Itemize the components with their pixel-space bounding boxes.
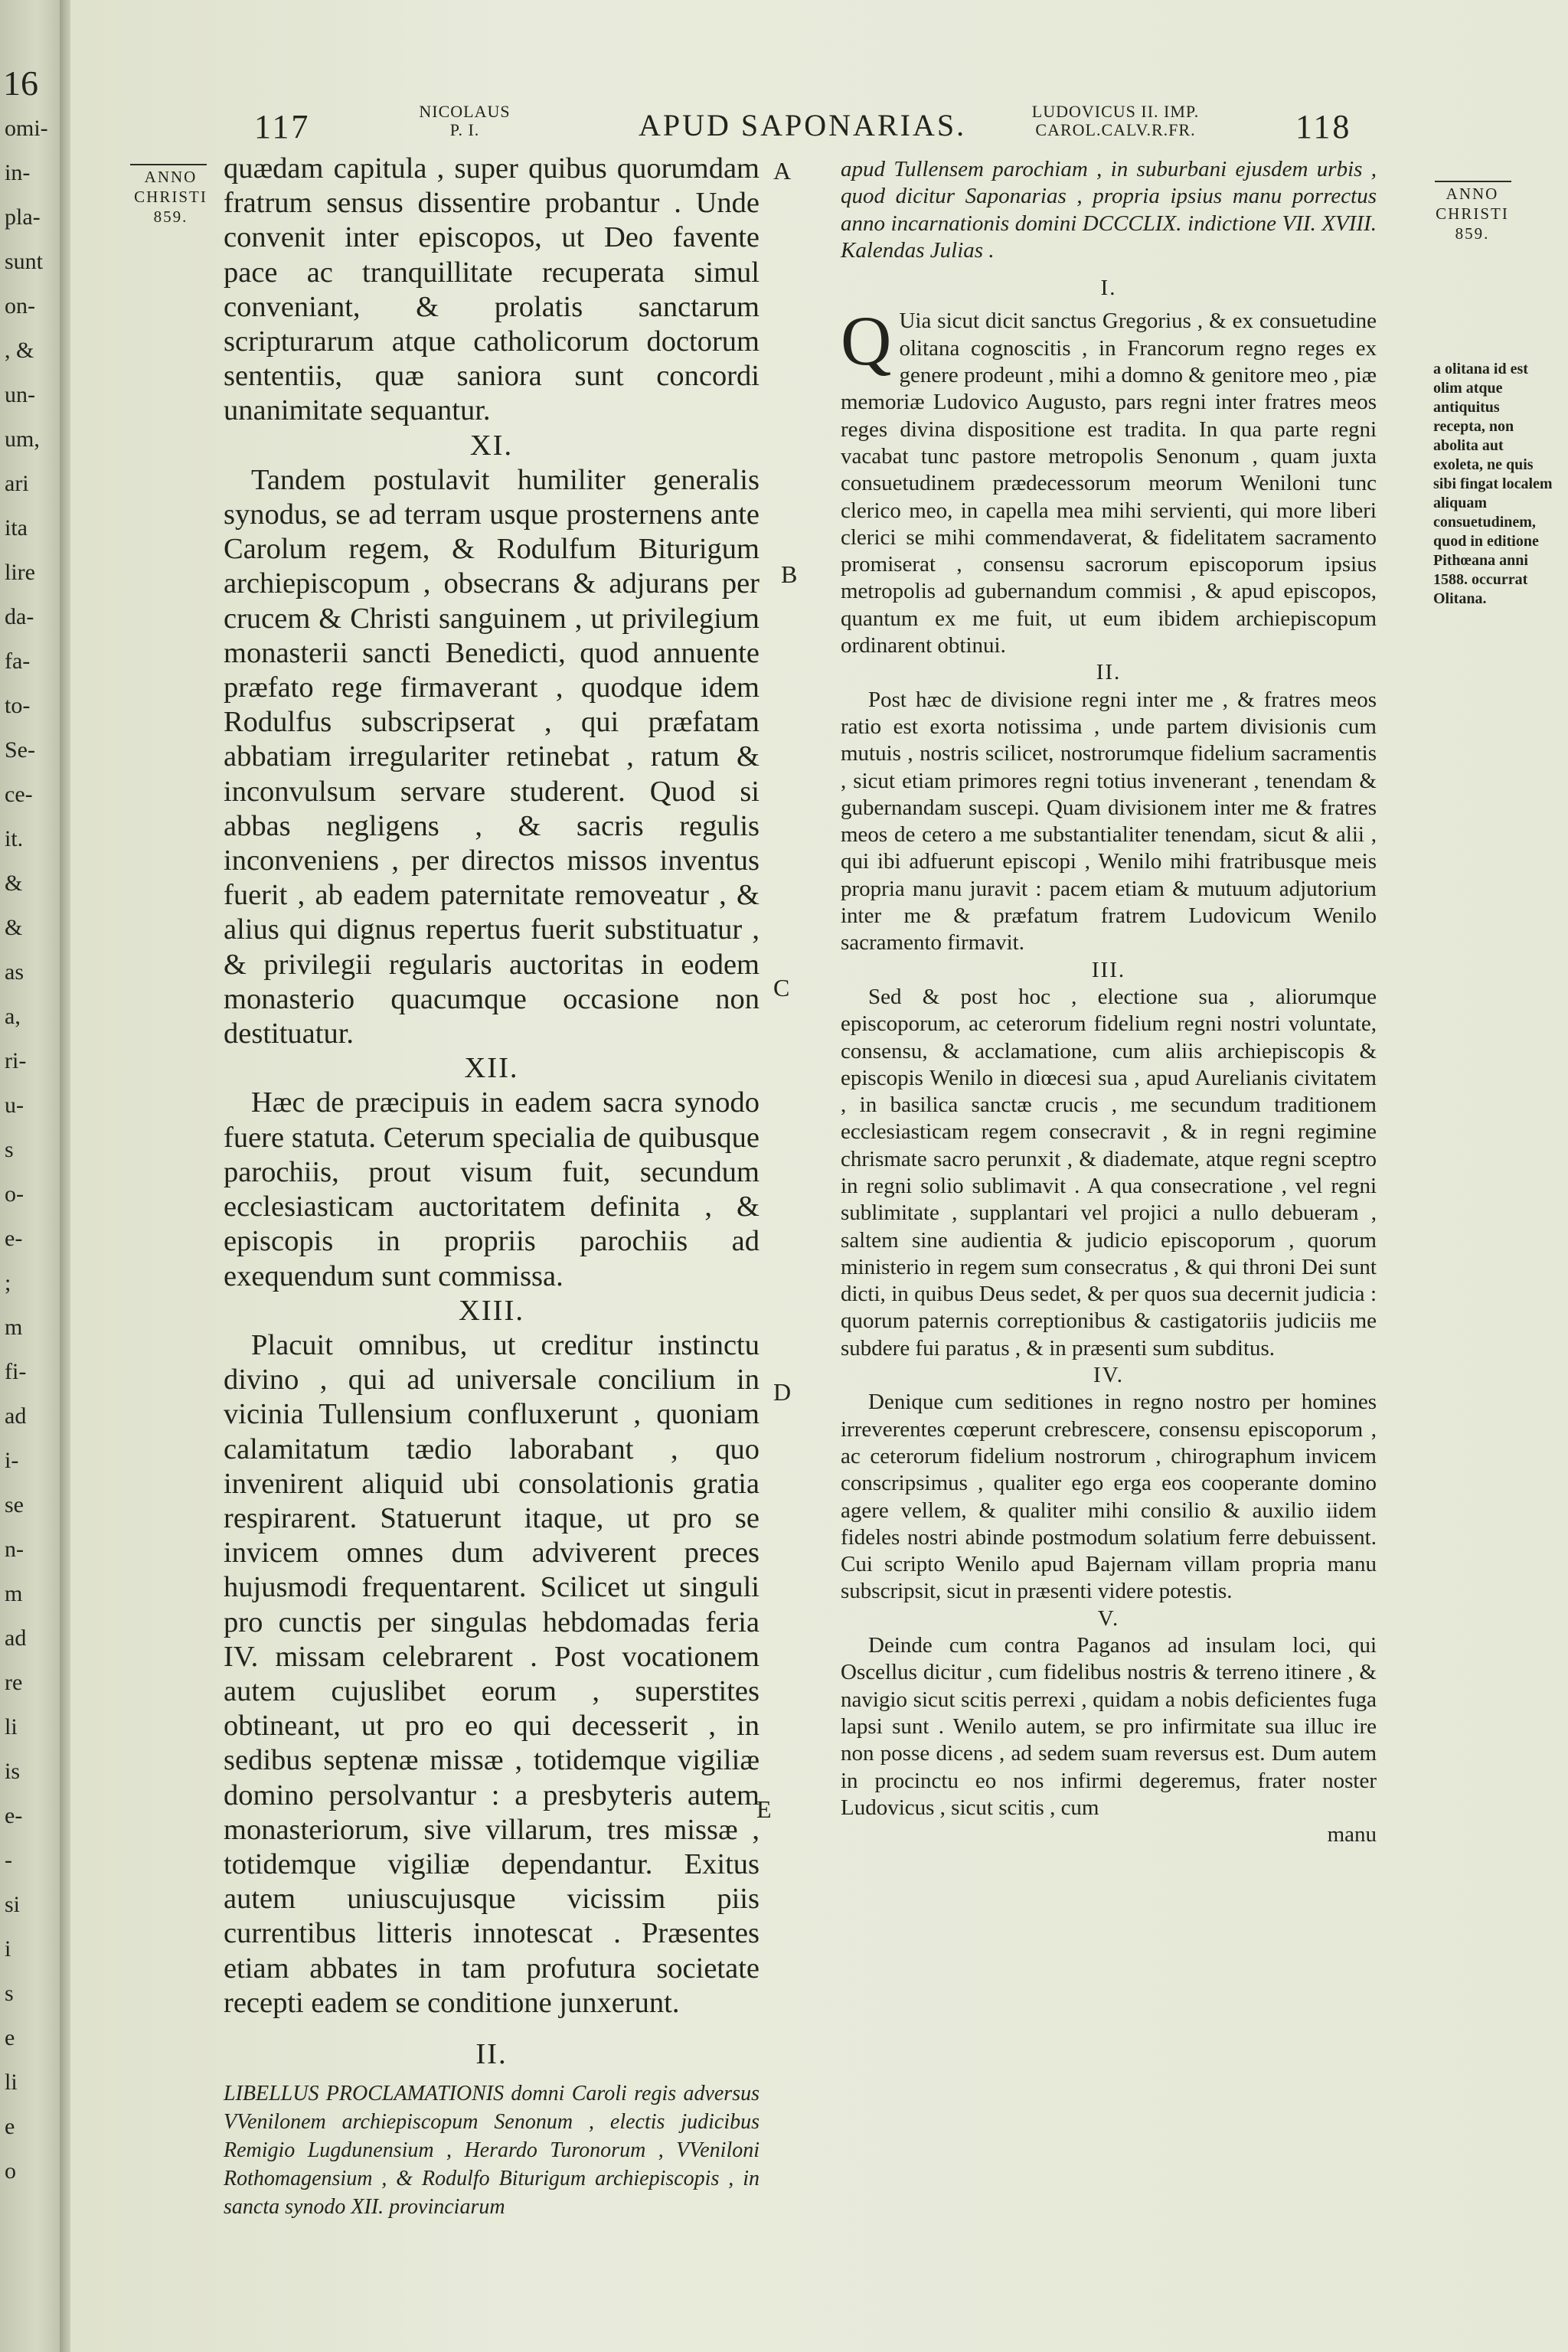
- previous-page-fragment: &: [5, 915, 23, 940]
- heading-xi: XI.: [469, 429, 514, 462]
- left-column: [224, 152, 760, 2221]
- right-page-number: 118: [1295, 108, 1352, 145]
- previous-page-fragment: it.: [5, 826, 24, 851]
- book-gutter: [60, 0, 70, 2352]
- previous-page-fragment: fa-: [5, 648, 31, 674]
- previous-page-fragment: e: [5, 2114, 15, 2139]
- previous-page-edge: [0, 0, 61, 2352]
- previous-page-fragment: o-: [5, 1181, 24, 1207]
- heading-ii: II.: [475, 2037, 508, 2070]
- paragraph-ii: Post hæc de divisione regni inter me , & fratres meos ratio est exorta notissima , unde partem divisionis cum mutuis , nostris scilicet, nostrorumque fidelium sacramentis , sicut etiam primores regni totius invenerant , tenendam & gubernandam suscepi. Quam divisionem inter me & fratres meos de cetero a me substantialiter tenendam, sicut & alii , qui ibi adfuerunt episcopi , Wenilo mihi fratribusque meis propria manu juravit : pacem etiam & mutuum adjutorium inter me & præfatum fratrem Ludovicum Wenilo sacramento firmavit.: [841, 687, 1377, 956]
- previous-page-fragment: um,: [5, 426, 40, 452]
- previous-page-fragment: to-: [5, 693, 31, 718]
- previous-page-fragment: un-: [5, 382, 35, 407]
- paragraph-iv: Denique cum seditiones in regno nostro per homines irreverentes cœperunt crebrescere, consensu episcoporum , ac ceterorum fidelium nostrorum , chirographum invicem conscripsimus , qualiter ego erga eos cooperante domino agere vellem, & qualiter mihi consilio & auxilio iidem fideles nostri abinde postmodum solatium ferre debuissent. Cui scripto Wenilo apud Bajernam villam propria manu subscripsit, sicut in præsenti videre potestis.: [841, 1390, 1377, 1604]
- previous-page-fragment: ad: [5, 1625, 27, 1651]
- previous-page-fragment: fi-: [5, 1359, 27, 1384]
- previous-page-fragment: u-: [5, 1093, 24, 1118]
- previous-page-fragment: a,: [5, 1004, 21, 1029]
- catchword: manu: [1327, 1822, 1377, 1847]
- left-intro-paragraph: quædam capitula , super quibus quorumdam fratrum sensus dissentire probantur . Unde convenit inter episcopos, ut Deo favente pace ac tranquillitate recuperata simul conveniant, & prolatis sanctarum scripturarum atque catholicorum doctorum sententiis, quæ saniora sunt concordi unanimitate sequantur.: [224, 152, 760, 427]
- previous-page-fragment: se: [5, 1492, 24, 1517]
- previous-page-fragment: , &: [5, 338, 34, 363]
- paragraph-v: Deinde cum contra Paganos ad insulam loci, qui Oscellus dicitur , cum fidelibus nostris & terreno itinere , & navigio sicut scitis perrexi , quidam a nobis deficientes fuga lapsi sunt . Wenilo autem, se pro infirmitate sua illuc ire non posse dicens , ad sedem suam reversus est. Dum autem in procinctu eo nos infirmi degeremus, frater noster Ludovicus , sicut scitis , cum: [841, 1633, 1377, 1820]
- left-anno: ANNO: [144, 168, 198, 186]
- heading-ii-right: II.: [1096, 660, 1122, 685]
- header-right-name: [1020, 103, 1211, 139]
- right-column: [841, 156, 1377, 1848]
- column-marker-c: C: [773, 974, 790, 1001]
- previous-page-number: 16: [3, 64, 38, 103]
- header-left-name-line2: P. I.: [449, 120, 480, 139]
- previous-page-fragment: s: [5, 1137, 14, 1162]
- left-year: 859.: [153, 207, 188, 226]
- previous-page-fragment: m: [5, 1315, 23, 1340]
- paragraph-xii: Hæc de præcipuis in eadem sacra synodo fuere statuta. Ceterum specialia de quibusque parochiis, prout visum fuit, secundum ecclesiasticam auctoritatem definita , & episcopis in propriis parochiis ad exequendum sunt commissa.: [224, 1086, 760, 1292]
- right-year: 859.: [1455, 224, 1490, 243]
- previous-page-fragment: ce-: [5, 782, 33, 807]
- right-anno: ANNO: [1446, 185, 1499, 203]
- previous-page-fragment: &: [5, 871, 23, 896]
- previous-page-fragment: li: [5, 1714, 18, 1740]
- right-intro: apud Tullensem parochiam , in suburbani ejusdem urbis , quod dicitur Saponarias , propria ipsius manu porrectus anno incarnationis domini DCCCLIX. indictione VII. XVIII. Kalendas Julias .: [841, 157, 1377, 263]
- previous-page-fragment: e-: [5, 1803, 23, 1828]
- previous-page-fragment: m: [5, 1581, 23, 1606]
- previous-page-fragment: in-: [5, 160, 31, 185]
- side-note: a olitana id est olim atque antiquitus recepta, non abolita aut exoleta, ne quis sibi fingat localem aliquam consuetudinem, quod in editione Pithœana anni 1588. occurrat Olitana.: [1433, 361, 1553, 607]
- header-left-name: [419, 103, 511, 139]
- right-christi: CHRISTI: [1436, 204, 1509, 223]
- previous-page-fragment: e: [5, 2025, 15, 2050]
- previous-page-fragment: s: [5, 1981, 14, 2006]
- column-marker-d: D: [773, 1378, 792, 1406]
- previous-page-fragment: ri-: [5, 1048, 27, 1073]
- previous-page-fragment: o: [5, 2158, 16, 2184]
- libellus-title: LIBELLUS PROCLAMATIONIS domni Caroli regis adversus VVenilonem archiepiscopum Senonum , electis judicibus Remigio Lugdunensium , Herardo Turonorum , VVeniloni Rothomagensium , & Rodulfo Biturigum archiepiscopis , in sancta synodo XII. provinciarum: [224, 2082, 760, 2220]
- previous-page-fragment: ad: [5, 1403, 27, 1429]
- paragraph-xiii: Placuit omnibus, ut creditur instinctu divino , qui ad universale concilium in vicinia Tullensium confluxerunt , quoniam calamitatum tædio laborabant , quo invenirent aliquid ubi consolationis gratia respirarent. Statuerunt itaque, ut pro se invicem omnes dum adviverent preces hujusmodi frequentarent. Scilicet ut singuli pro cunctis per singulas hebdomadas feria IV. missam celebrarent . Post vocationem autem cujuslibet eorum , superstites obtineant, ut pro eo qui decesserit , in sedibus septenæ missæ , totidemque vigiliæ domino persolvantur : a presbyteris autem monasteriorum, sive villarum, tres missæ , totidemque vigiliæ dependantur. Exitus autem uniuscujusque vicissim piis currentibus litteris innotescat . Præsentes etiam abbates in tam profutura societate recepti eadem se conditione junxerunt.: [224, 1328, 760, 2019]
- previous-page-fragment: lire: [5, 560, 35, 585]
- column-marker-a: A: [773, 157, 792, 185]
- previous-page-fragment: si: [5, 1892, 21, 1917]
- paragraph-xi: Tandem postulavit humiliter generalis synodus, se ad terram usque prosternens ante Carolum regem, & Rodulfum Biturigum archiepiscopum , obsecrans & adjurans per crucem & Christi sanguinem , ut privilegium monasterii sancti Benedicti, quod annuente præfato rege firmaverant , quodque idem Rodulfus subscripserat , qui præfatam abbatiam irregulariter retinebat , ratum & inconvulsum servare studerent. Quod si abbas negligens , & sacris regulis inconveniens , per directos missos inventus fuerit , ab eadem paternitate removeatur , & alius qui dignus repertus fuerit substituatur , & privilegii regularis auctoritas in eodem monasterio quacumque occasione non destituatur.: [224, 463, 760, 1050]
- previous-page-fragment: Se-: [5, 737, 35, 763]
- header-right-name-line2: CAROL.CALV.R.FR.: [1035, 120, 1196, 139]
- header-left-name-line1: NICOLAUS: [419, 102, 511, 121]
- heading-iii: III.: [1091, 957, 1126, 982]
- paragraph-i: [841, 302, 1377, 659]
- left-christi: CHRISTI: [134, 188, 207, 206]
- previous-page-fragment: i: [5, 1936, 11, 1962]
- heading-v: V.: [1097, 1606, 1120, 1631]
- book-page: [70, 0, 1568, 2352]
- left-margin-year: [129, 167, 213, 227]
- heading-i: I.: [1100, 276, 1117, 301]
- previous-page-fragment: da-: [5, 604, 34, 629]
- drop-cap: Q: [841, 302, 892, 381]
- previous-page-fragment: omi-: [5, 116, 48, 141]
- previous-page-fragment: re: [5, 1670, 23, 1695]
- right-margin-rule: [1435, 181, 1511, 182]
- header-title: APUD SAPONARIAS.: [639, 108, 967, 142]
- previous-page-fragment: n-: [5, 1537, 24, 1562]
- left-margin-rule: [130, 164, 207, 165]
- header-right-name-line1: LUDOVICUS II. IMP.: [1031, 102, 1200, 121]
- right-margin-year: [1430, 184, 1514, 243]
- previous-page-fragment: is: [5, 1759, 21, 1784]
- previous-page-fragment: -: [5, 1847, 12, 1873]
- previous-page-fragment: e-: [5, 1226, 23, 1251]
- heading-iv: IV.: [1093, 1363, 1125, 1388]
- previous-page-fragment: li: [5, 2069, 18, 2095]
- previous-page-fragment: on-: [5, 293, 35, 318]
- paragraph-i-text: Uia sicut dicit sanctus Gregorius , & ex consuetudine olitana cognoscitis , in Francorum regno reges ex genere prodeunt , mihi a domno & genitore meo , piæ memoriæ Ludovico Augusto, pars regni inter fratres meos reges divina dispositione est tradita. In qua parte regni vacabat tunc pastore metropolis Senonum , quam juxta consuetudinem prædecessorum meorum Weniloni tunc clerico meo, in capella mea mihi servienti, qui more liberi clerici se mihi commendaverat, & fidelitatem sacramento promiserat , consensu sacrorum episcoporum ipsius metropolis ad gubernandum commisi , & apud episcopos, quantum ex me fuit, ut eum ibidem archiepiscopum ordinarent obtinui.: [841, 309, 1377, 658]
- heading-xiii: XIII.: [459, 1294, 524, 1327]
- previous-page-fragment: i-: [5, 1448, 19, 1473]
- previous-page-fragment: ari: [5, 471, 29, 496]
- previous-page-fragment: ;: [5, 1270, 11, 1295]
- heading-xii: XII.: [464, 1052, 519, 1085]
- previous-page-fragment: pla-: [5, 204, 41, 230]
- column-marker-e: E: [756, 1795, 772, 1823]
- previous-page-fragment: sunt: [5, 249, 44, 274]
- paragraph-iii: Sed & post hoc , electione sua , aliorumque episcoporum, ac ceterorum fidelium regni nostri voluntate, consensu, & acclamatione, cum aliis archiepiscopis & episcopis Wenilo in diœcesi sua , apud Aurelianis civitatem , in basilica sanctæ crucis , me secundum traditionem ecclesiasticam regem consecravit , & in regni regimine chrismate sacro perunxit , & diademate, atque regni sceptro in regni solio sublimavit . A qua consecratione , vel regni sublimitate , supplantari vel projici a nullo debueram , saltem sine audientia & judicio episcoporum , quorum ministerio in regem sum consecratus , & qui throni Dei sunt dicti, in quibus Deus sedet, & per quos sua decernit judicia : quorum paternis correptionibus & castigatoriis judiciis me subdere fui paratus , & in præsenti sum subditus.: [841, 984, 1377, 1361]
- left-page-number: 117: [254, 108, 311, 145]
- column-marker-b: B: [781, 560, 798, 588]
- previous-page-fragment: ita: [5, 515, 28, 541]
- previous-page-fragment: as: [5, 959, 24, 985]
